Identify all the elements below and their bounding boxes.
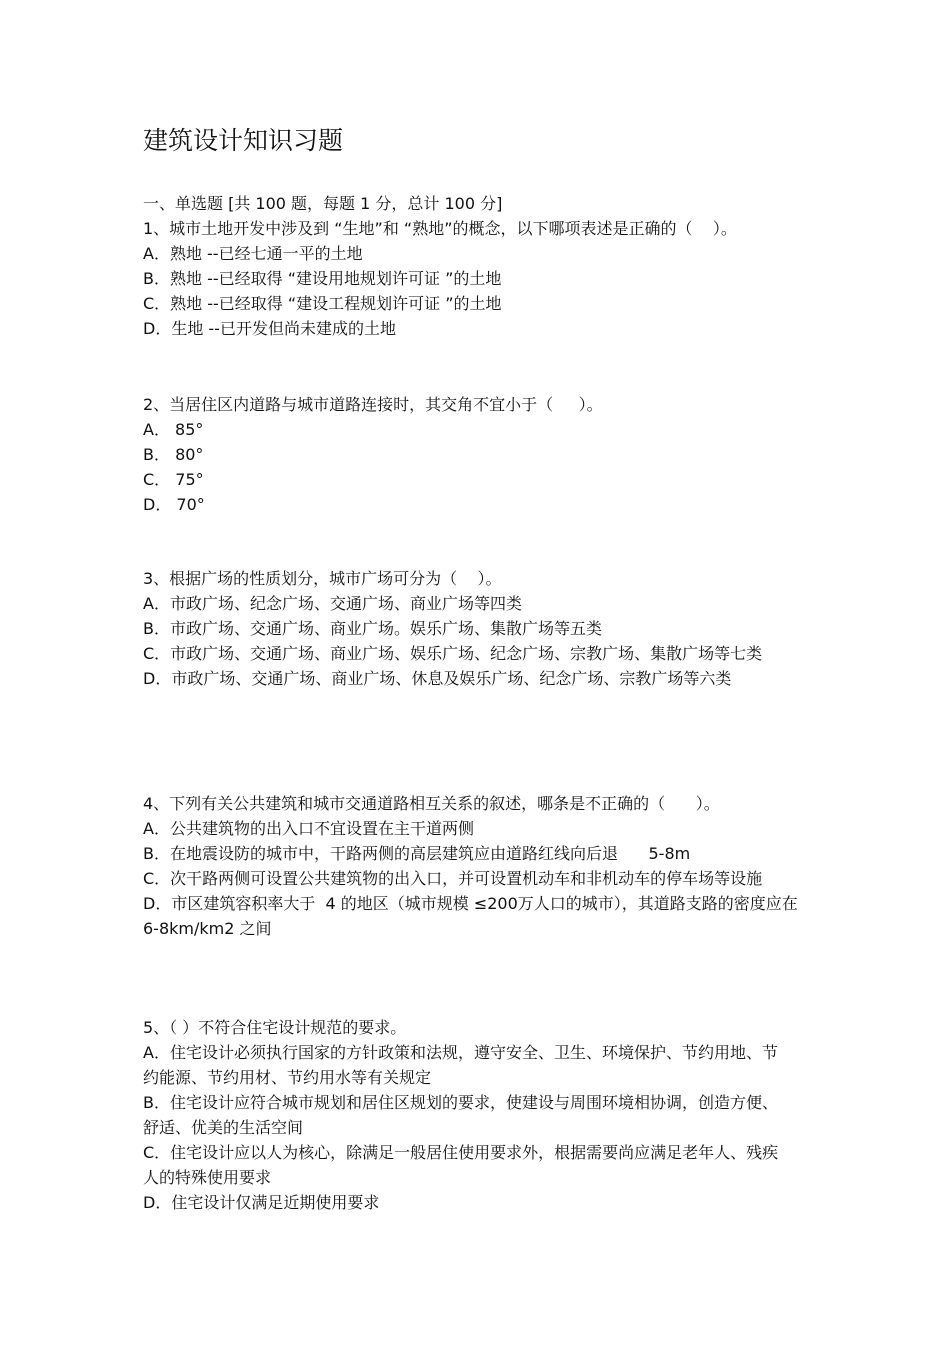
question-3 — [143, 566, 813, 691]
question-stem: 5、（ ）不符合住宅设计规范的要求。 — [143, 1018, 407, 1037]
option-b: B．在地震设防的城市中，干路两侧的高层建筑应由道路红线向后退 5-8m — [143, 844, 691, 863]
question-4 — [143, 791, 813, 941]
option-a: A．住宅设计必须执行国家的方针政策和法规，遵守安全、卫生、环境保护、节约用地、节约能源、节约用材、节约用水等有关规定 — [143, 1043, 778, 1087]
option-a: A．市政广场、纪念广场、交通广场、商业广场等四类 — [143, 594, 522, 613]
option-d: D．生地 --已开发但尚未建成的土地 — [143, 319, 396, 338]
question-stem: 2、当居住区内道路与城市道路连接时，其交角不宜小于（ ）。 — [143, 395, 603, 414]
option-a: A．熟地 --已经七通一平的土地 — [143, 244, 363, 263]
option-c: C．熟地 --已经取得 “建设工程规划许可证 ”的土地 — [143, 294, 502, 313]
option-d: D．住宅设计仅满足近期使用要求 — [143, 1193, 380, 1212]
question-1 — [143, 216, 813, 341]
option-b: B． 80° — [143, 445, 204, 464]
question-stem: 3、根据广场的性质划分，城市广场可分为（ ）。 — [143, 569, 502, 588]
question-2 — [143, 392, 813, 517]
option-d: D．市区建筑容积率大于 4 的地区（城市规模 ≤200万人口的城市），其道路支路的密度应在 6-8km/km2 之间 — [143, 894, 803, 938]
option-a: A． 85° — [143, 420, 204, 439]
option-d: D． 70° — [143, 495, 205, 514]
option-c: C．市政广场、交通广场、商业广场、娱乐广场、纪念广场、宗教广场、集散广场等七类 — [143, 644, 763, 663]
question-stem: 4、下列有关公共建筑和城市交通道路相互关系的叙述，哪条是不正确的（ ）。 — [143, 794, 720, 813]
option-a: A．公共建筑物的出入口不宜设置在主干道两侧 — [143, 819, 474, 838]
page-title: 建筑设计知识习题 — [143, 126, 344, 155]
question-stem: 1、城市土地开发中涉及到 “生地”和 “熟地”的概念，以下哪项表述是正确的（ ）。 — [143, 219, 737, 238]
option-b: B．住宅设计应符合城市规划和居住区规划的要求，使建设与周围环境相协调，创造方便、舒适、优美的生活空间 — [143, 1093, 778, 1137]
option-d: D．市政广场、交通广场、商业广场、休息及娱乐广场、纪念广场、宗教广场等六类 — [143, 669, 732, 688]
section-header: 一、单选题 [共 100 题，每题 1 分，总计 100 分] — [143, 194, 503, 213]
option-c: C． 75° — [143, 470, 204, 489]
option-c: C．住宅设计应以人为核心，除满足一般居住使用要求外，根据需要尚应满足老年人、残疾人的特殊使用要求 — [143, 1143, 779, 1187]
option-c: C．次干路两侧可设置公共建筑物的出入口，并可设置机动车和非机动车的停车场等设施 — [143, 869, 763, 888]
question-5 — [143, 1015, 813, 1215]
option-b: B．市政广场、交通广场、商业广场。娱乐广场、集散广场等五类 — [143, 619, 602, 638]
option-b: B．熟地 --已经取得 “建设用地规划许可证 ”的土地 — [143, 269, 502, 288]
